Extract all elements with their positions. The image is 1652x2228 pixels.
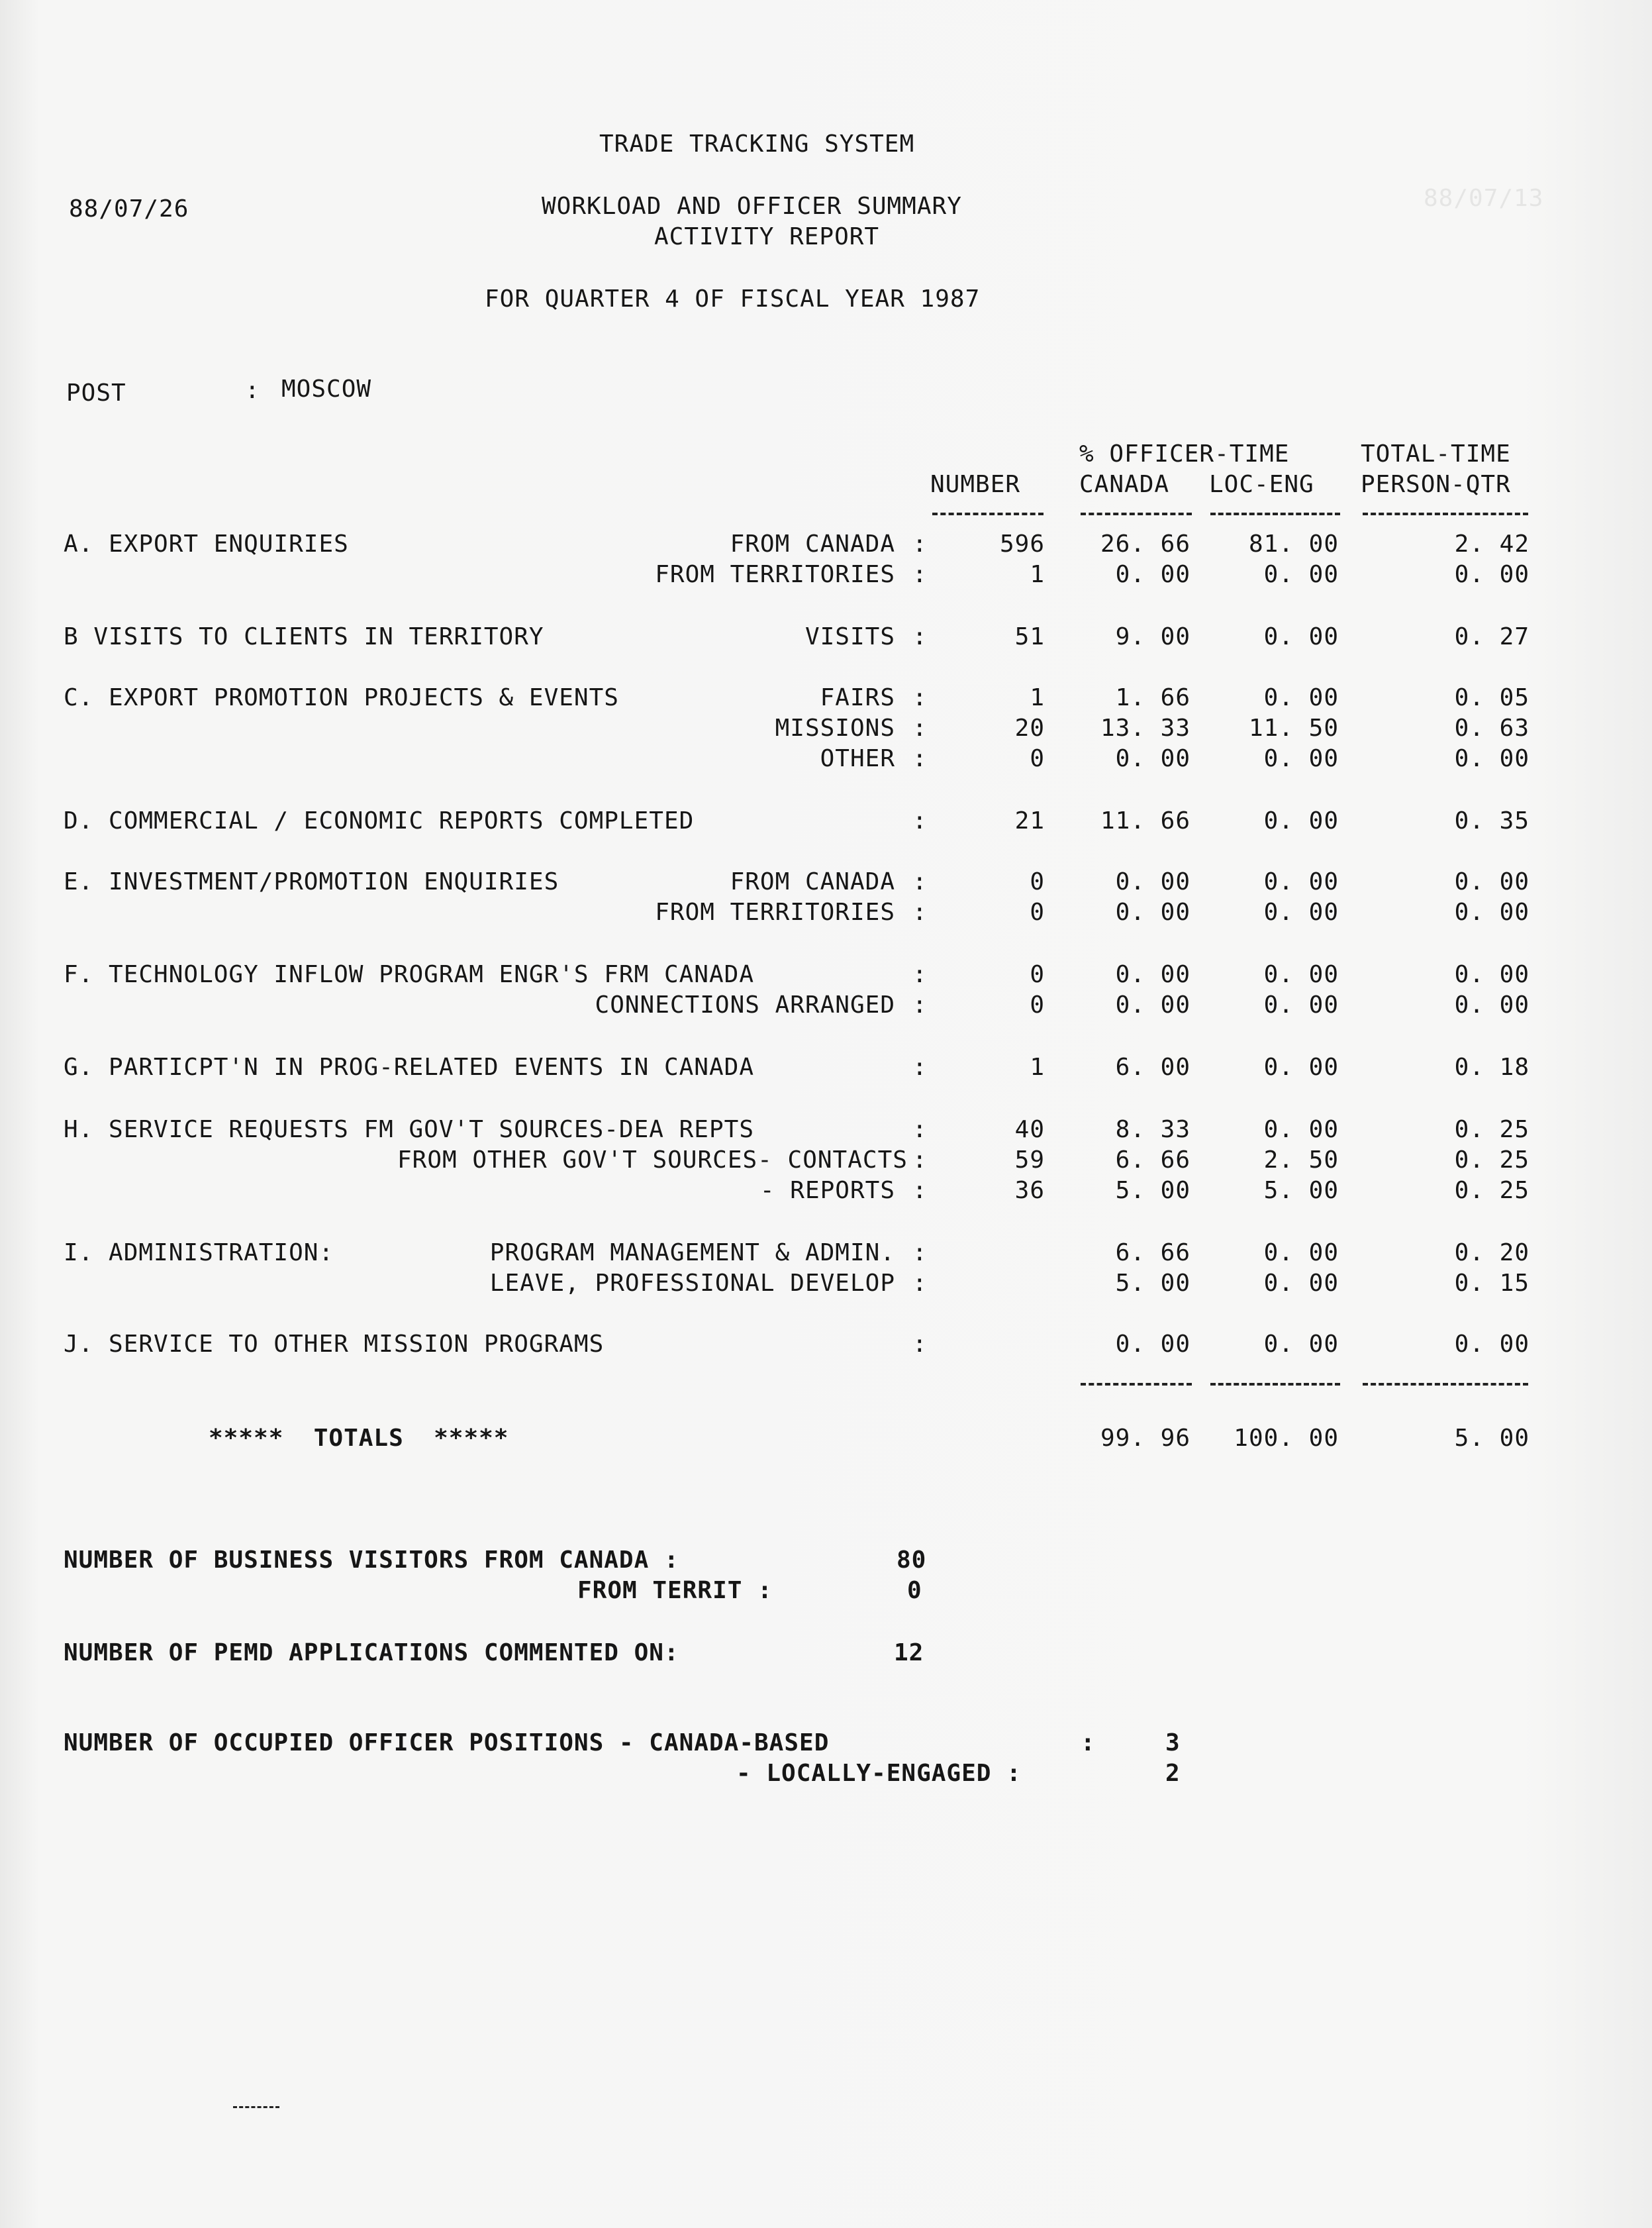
row-sub-label: FROM TERRITORIES xyxy=(655,899,895,926)
row-number: 1 xyxy=(1030,1054,1045,1081)
row-canada: 0. 00 xyxy=(1115,868,1190,895)
row-loc-eng: 0. 00 xyxy=(1263,868,1339,895)
row-person-qtr: 0. 27 xyxy=(1454,623,1530,650)
rule-loc-eng xyxy=(1210,513,1340,515)
row-person-qtr: 0. 05 xyxy=(1454,684,1530,711)
officers-local-label: - LOCALLY-ENGAGED : xyxy=(736,1760,1022,1787)
row-separator: : xyxy=(912,899,928,926)
row-separator: : xyxy=(912,715,928,742)
row-person-qtr: 0. 00 xyxy=(1454,899,1530,926)
row-canada: 6. 66 xyxy=(1115,1239,1190,1266)
row-canada: 5. 00 xyxy=(1115,1177,1190,1204)
row-canada: 11. 66 xyxy=(1100,807,1190,835)
pemd-label: NUMBER OF PEMD APPLICATIONS COMMENTED ON: xyxy=(64,1639,679,1666)
row-section-label: F. TECHNOLOGY INFLOW PROGRAM ENGR'S FRM CANADA xyxy=(64,961,754,988)
totals-canada: 99. 96 xyxy=(1100,1425,1190,1452)
col-loc-eng: LOC-ENG xyxy=(1209,471,1314,498)
row-section-label: A. EXPORT ENQUIRIES xyxy=(64,531,349,558)
row-sub-label: FROM TERRITORIES xyxy=(655,561,895,588)
row-section-label: J. SERVICE TO OTHER MISSION PROGRAMS xyxy=(64,1331,605,1358)
row-section-label: G. PARTICPT'N IN PROG-RELATED EVENTS IN CANADA xyxy=(64,1054,754,1081)
visitors-label: NUMBER OF BUSINESS VISITORS FROM CANADA : xyxy=(64,1546,679,1574)
row-separator: : xyxy=(912,561,928,588)
row-separator: : xyxy=(912,1146,928,1174)
row-separator: : xyxy=(912,684,928,711)
officers-canada-value: 3 xyxy=(1165,1729,1181,1756)
visitors-territ-value: 0 xyxy=(907,1577,922,1604)
row-person-qtr: 2. 42 xyxy=(1454,531,1530,558)
row-loc-eng: 0. 00 xyxy=(1263,1331,1339,1358)
row-loc-eng: 0. 00 xyxy=(1263,899,1339,926)
row-separator: : xyxy=(912,623,928,650)
row-number: 40 xyxy=(1014,1116,1045,1143)
post-value: MOSCOW xyxy=(281,376,372,403)
row-canada: 1. 66 xyxy=(1115,684,1190,711)
row-person-qtr: 0. 00 xyxy=(1454,561,1530,588)
row-canada: 13. 33 xyxy=(1100,715,1190,742)
row-canada: 0. 00 xyxy=(1115,991,1190,1019)
row-number: 0 xyxy=(1030,991,1045,1019)
row-number: 0 xyxy=(1030,899,1045,926)
row-person-qtr: 0. 18 xyxy=(1454,1054,1530,1081)
rule-canada xyxy=(1081,513,1192,515)
row-sub-label: OTHER xyxy=(820,745,895,772)
row-canada: 9. 00 xyxy=(1115,623,1190,650)
row-section-label: I. ADMINISTRATION: xyxy=(64,1239,334,1266)
system-title: TRADE TRACKING SYSTEM xyxy=(599,130,915,158)
post-label: POST xyxy=(66,380,126,407)
row-loc-eng: 11. 50 xyxy=(1248,715,1339,742)
row-number: 1 xyxy=(1030,561,1045,588)
row-section-label: D. COMMERCIAL / ECONOMIC REPORTS COMPLETED xyxy=(64,807,695,835)
row-person-qtr: 0. 15 xyxy=(1454,1270,1530,1297)
officers-separator: : xyxy=(1081,1729,1096,1756)
row-separator: : xyxy=(912,1116,928,1143)
row-sub-label: MISSIONS xyxy=(775,715,895,742)
row-person-qtr: 0. 25 xyxy=(1454,1116,1530,1143)
rule-total-canada xyxy=(1081,1383,1192,1386)
bleed-through: 88/07/13 xyxy=(1424,185,1544,212)
row-separator: : xyxy=(912,1270,928,1297)
row-canada: 0. 00 xyxy=(1115,899,1190,926)
row-sub-label: CONNECTIONS ARRANGED xyxy=(595,991,895,1019)
row-canada: 0. 00 xyxy=(1115,961,1190,988)
row-loc-eng: 0. 00 xyxy=(1263,1054,1339,1081)
report-date: 88/07/26 xyxy=(69,195,189,223)
row-separator: : xyxy=(912,531,928,558)
col-number: NUMBER xyxy=(930,471,1021,498)
row-separator: : xyxy=(912,991,928,1019)
row-loc-eng: 5. 00 xyxy=(1263,1177,1339,1204)
row-number: 36 xyxy=(1014,1177,1045,1204)
totals-label: ***** TOTALS ***** xyxy=(209,1425,509,1452)
totals-person-qtr: 5. 00 xyxy=(1454,1425,1530,1452)
col-group-total-time: TOTAL-TIME xyxy=(1361,440,1511,468)
row-sub-label: VISITS xyxy=(804,623,895,650)
row-separator: : xyxy=(912,807,928,835)
row-canada: 8. 33 xyxy=(1115,1116,1190,1143)
officers-label: NUMBER OF OCCUPIED OFFICER POSITIONS - CANADA-BASED xyxy=(64,1729,830,1756)
row-loc-eng: 0. 00 xyxy=(1263,745,1339,772)
row-sub-label: LEAVE, PROFESSIONAL DEVELOP xyxy=(489,1270,895,1297)
rule-total-person-qtr xyxy=(1363,1383,1528,1386)
visitors-territ-label: FROM TERRIT : xyxy=(577,1577,773,1604)
row-number: 20 xyxy=(1014,715,1045,742)
row-number: 0 xyxy=(1030,961,1045,988)
stray-mark xyxy=(233,2106,279,2108)
row-sub-label: FROM CANADA xyxy=(730,531,895,558)
row-section-label: C. EXPORT PROMOTION PROJECTS & EVENTS xyxy=(64,684,619,711)
row-loc-eng: 0. 00 xyxy=(1263,807,1339,835)
report-subtitle: ACTIVITY REPORT xyxy=(654,223,880,250)
row-loc-eng: 0. 00 xyxy=(1263,1270,1339,1297)
row-separator: : xyxy=(912,868,928,895)
row-number: 1 xyxy=(1030,684,1045,711)
row-number: 0 xyxy=(1030,745,1045,772)
row-section-label: E. INVESTMENT/PROMOTION ENQUIRIES xyxy=(64,868,559,895)
row-person-qtr: 0. 25 xyxy=(1454,1177,1530,1204)
row-sub-label: - REPORTS xyxy=(759,1177,895,1204)
visitors-canada-value: 80 xyxy=(897,1546,927,1574)
col-canada: CANADA xyxy=(1079,471,1170,498)
row-sub-label: FROM OTHER GOV'T SOURCES- CONTACTS xyxy=(397,1146,908,1174)
row-number: 596 xyxy=(999,531,1045,558)
row-section-label: B VISITS TO CLIENTS IN TERRITORY xyxy=(64,623,544,650)
row-loc-eng: 0. 00 xyxy=(1263,623,1339,650)
totals-loc-eng: 100. 00 xyxy=(1234,1425,1339,1452)
post-separator: : xyxy=(245,377,260,404)
row-separator: : xyxy=(912,745,928,772)
row-canada: 0. 00 xyxy=(1115,745,1190,772)
row-sub-label: PROGRAM MANAGEMENT & ADMIN. xyxy=(489,1239,895,1266)
row-separator: : xyxy=(912,1054,928,1081)
row-loc-eng: 0. 00 xyxy=(1263,684,1339,711)
row-number: 51 xyxy=(1014,623,1045,650)
row-number: 59 xyxy=(1014,1146,1045,1174)
row-person-qtr: 0. 63 xyxy=(1454,715,1530,742)
row-canada: 5. 00 xyxy=(1115,1270,1190,1297)
row-canada: 0. 00 xyxy=(1115,561,1190,588)
row-sub-label: FAIRS xyxy=(820,684,895,711)
row-separator: : xyxy=(912,961,928,988)
report-period: FOR QUARTER 4 OF FISCAL YEAR 1987 xyxy=(485,285,981,313)
row-loc-eng: 0. 00 xyxy=(1263,561,1339,588)
row-sub-label: FROM CANADA xyxy=(730,868,895,895)
row-loc-eng: 81. 00 xyxy=(1248,531,1339,558)
row-section-label: H. SERVICE REQUESTS FM GOV'T SOURCES-DEA REPTS xyxy=(64,1116,754,1143)
row-person-qtr: 0. 00 xyxy=(1454,961,1530,988)
row-loc-eng: 2. 50 xyxy=(1263,1146,1339,1174)
row-loc-eng: 0. 00 xyxy=(1263,1239,1339,1266)
row-canada: 6. 00 xyxy=(1115,1054,1190,1081)
report-title: WORKLOAD AND OFFICER SUMMARY xyxy=(542,193,962,220)
col-group-officer-time: % OFFICER-TIME xyxy=(1079,440,1290,468)
row-separator: : xyxy=(912,1331,928,1358)
row-person-qtr: 0. 20 xyxy=(1454,1239,1530,1266)
rule-person-qtr xyxy=(1363,513,1528,515)
row-person-qtr: 0. 00 xyxy=(1454,991,1530,1019)
row-separator: : xyxy=(912,1177,928,1204)
col-person-qtr: PERSON-QTR xyxy=(1361,471,1511,498)
row-canada: 26. 66 xyxy=(1100,531,1190,558)
row-person-qtr: 0. 25 xyxy=(1454,1146,1530,1174)
row-loc-eng: 0. 00 xyxy=(1263,961,1339,988)
row-separator: : xyxy=(912,1239,928,1266)
row-loc-eng: 0. 00 xyxy=(1263,1116,1339,1143)
officers-local-value: 2 xyxy=(1165,1760,1181,1787)
rule-total-loc-eng xyxy=(1210,1383,1340,1386)
row-person-qtr: 0. 00 xyxy=(1454,1331,1530,1358)
row-person-qtr: 0. 00 xyxy=(1454,745,1530,772)
pemd-value: 12 xyxy=(894,1639,924,1666)
row-canada: 6. 66 xyxy=(1115,1146,1190,1174)
row-number: 0 xyxy=(1030,868,1045,895)
row-number: 21 xyxy=(1014,807,1045,835)
rule-number xyxy=(932,513,1044,515)
row-canada: 0. 00 xyxy=(1115,1331,1190,1358)
row-person-qtr: 0. 35 xyxy=(1454,807,1530,835)
row-person-qtr: 0. 00 xyxy=(1454,868,1530,895)
row-loc-eng: 0. 00 xyxy=(1263,991,1339,1019)
